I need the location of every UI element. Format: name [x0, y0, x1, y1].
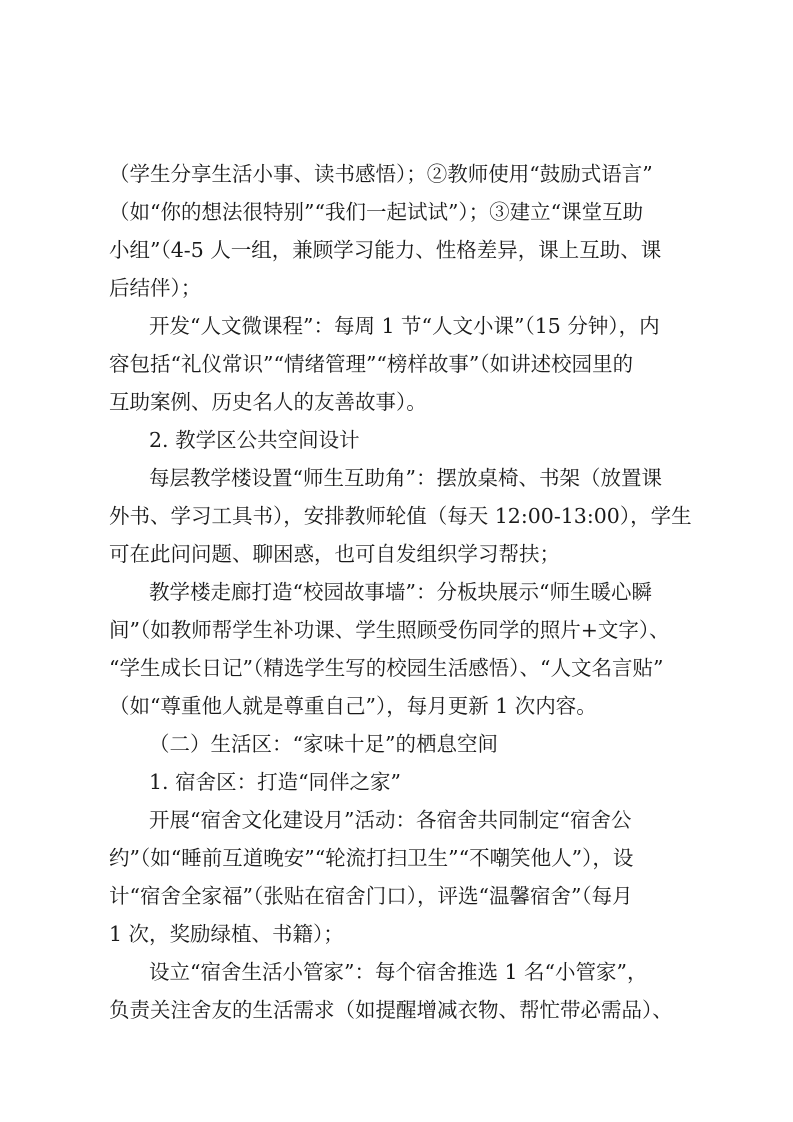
text-line-9: 每层教学楼设置“师生互助角”：摆放桌椅、书架（放置课: [149, 466, 662, 490]
text-line-6: 容包括“礼仪常识”“情绪管理”“榜样故事”（如讲述校园里的: [109, 352, 634, 376]
text-line-14: “学生成长日记”（精选学生写的校园生活感悟）、“人文名言贴”: [109, 656, 664, 680]
section-heading-1: 1. 宿舍区：打造“同伴之家”: [149, 770, 402, 794]
text-line-1: （学生分享生活小事、读书感悟）；②教师使用“鼓励式语言”: [109, 162, 653, 186]
text-line-3: 小组”（4-5 人一组，兼顾学习能力、性格差异，课上互助、课: [109, 238, 662, 262]
text-line-13: 间”（如教师帮学生补功课、学生照顾受伤同学的照片+文字）、: [109, 618, 670, 642]
text-line-12: 教学楼走廊打造“校园故事墙”：分板块展示“师生暖心瞬: [149, 580, 652, 604]
text-line-19: 约”（如“睡前互道晚安”“轮流打扫卫生”“不嘲笑他人”），设: [109, 846, 634, 870]
text-line-7: 互助案例、历史名人的友善故事）。: [109, 390, 427, 414]
section-heading-er: （二）生活区：“家味十足”的栖息空间: [149, 732, 498, 756]
text-line-11: 可在此问问题、聊困惑，也可自发组织学习帮扶；: [109, 542, 560, 566]
text-line-18: 开展“宿舍文化建设月”活动：各宿舍共同制定“宿舍公: [149, 808, 632, 832]
text-line-2: （如“你的想法很特别”“我们一起试试”）；③建立“课堂互助: [109, 200, 644, 224]
text-line-10: 外书、学习工具书），安排教师轮值（每天 12:00-13:00），学生: [109, 504, 692, 528]
text-line-4: 后结伴）；: [109, 276, 202, 300]
text-line-22: 设立“宿舍生活小管家”：每个宿舍推选 1 名“小管家”，: [149, 960, 648, 984]
text-line-20: 计“宿舍全家福”（张贴在宿舍门口），评选“温馨宿舍”（每月: [109, 884, 633, 908]
text-line-5: 开发“人文微课程”：每周 1 节“人文小课”（15 分钟），内: [149, 314, 660, 338]
text-line-15: （如“尊重他人就是尊重自己”），每月更新 1 次内容。: [109, 694, 597, 718]
text-line-21: 1 次，奖励绿植、书籍）；: [109, 922, 344, 946]
text-line-23: 负责关注舍友的生活需求（如提醒增减衣物、帮忙带必需品）、: [109, 998, 673, 1022]
section-heading-2: 2. 教学区公共空间设计: [149, 428, 360, 452]
